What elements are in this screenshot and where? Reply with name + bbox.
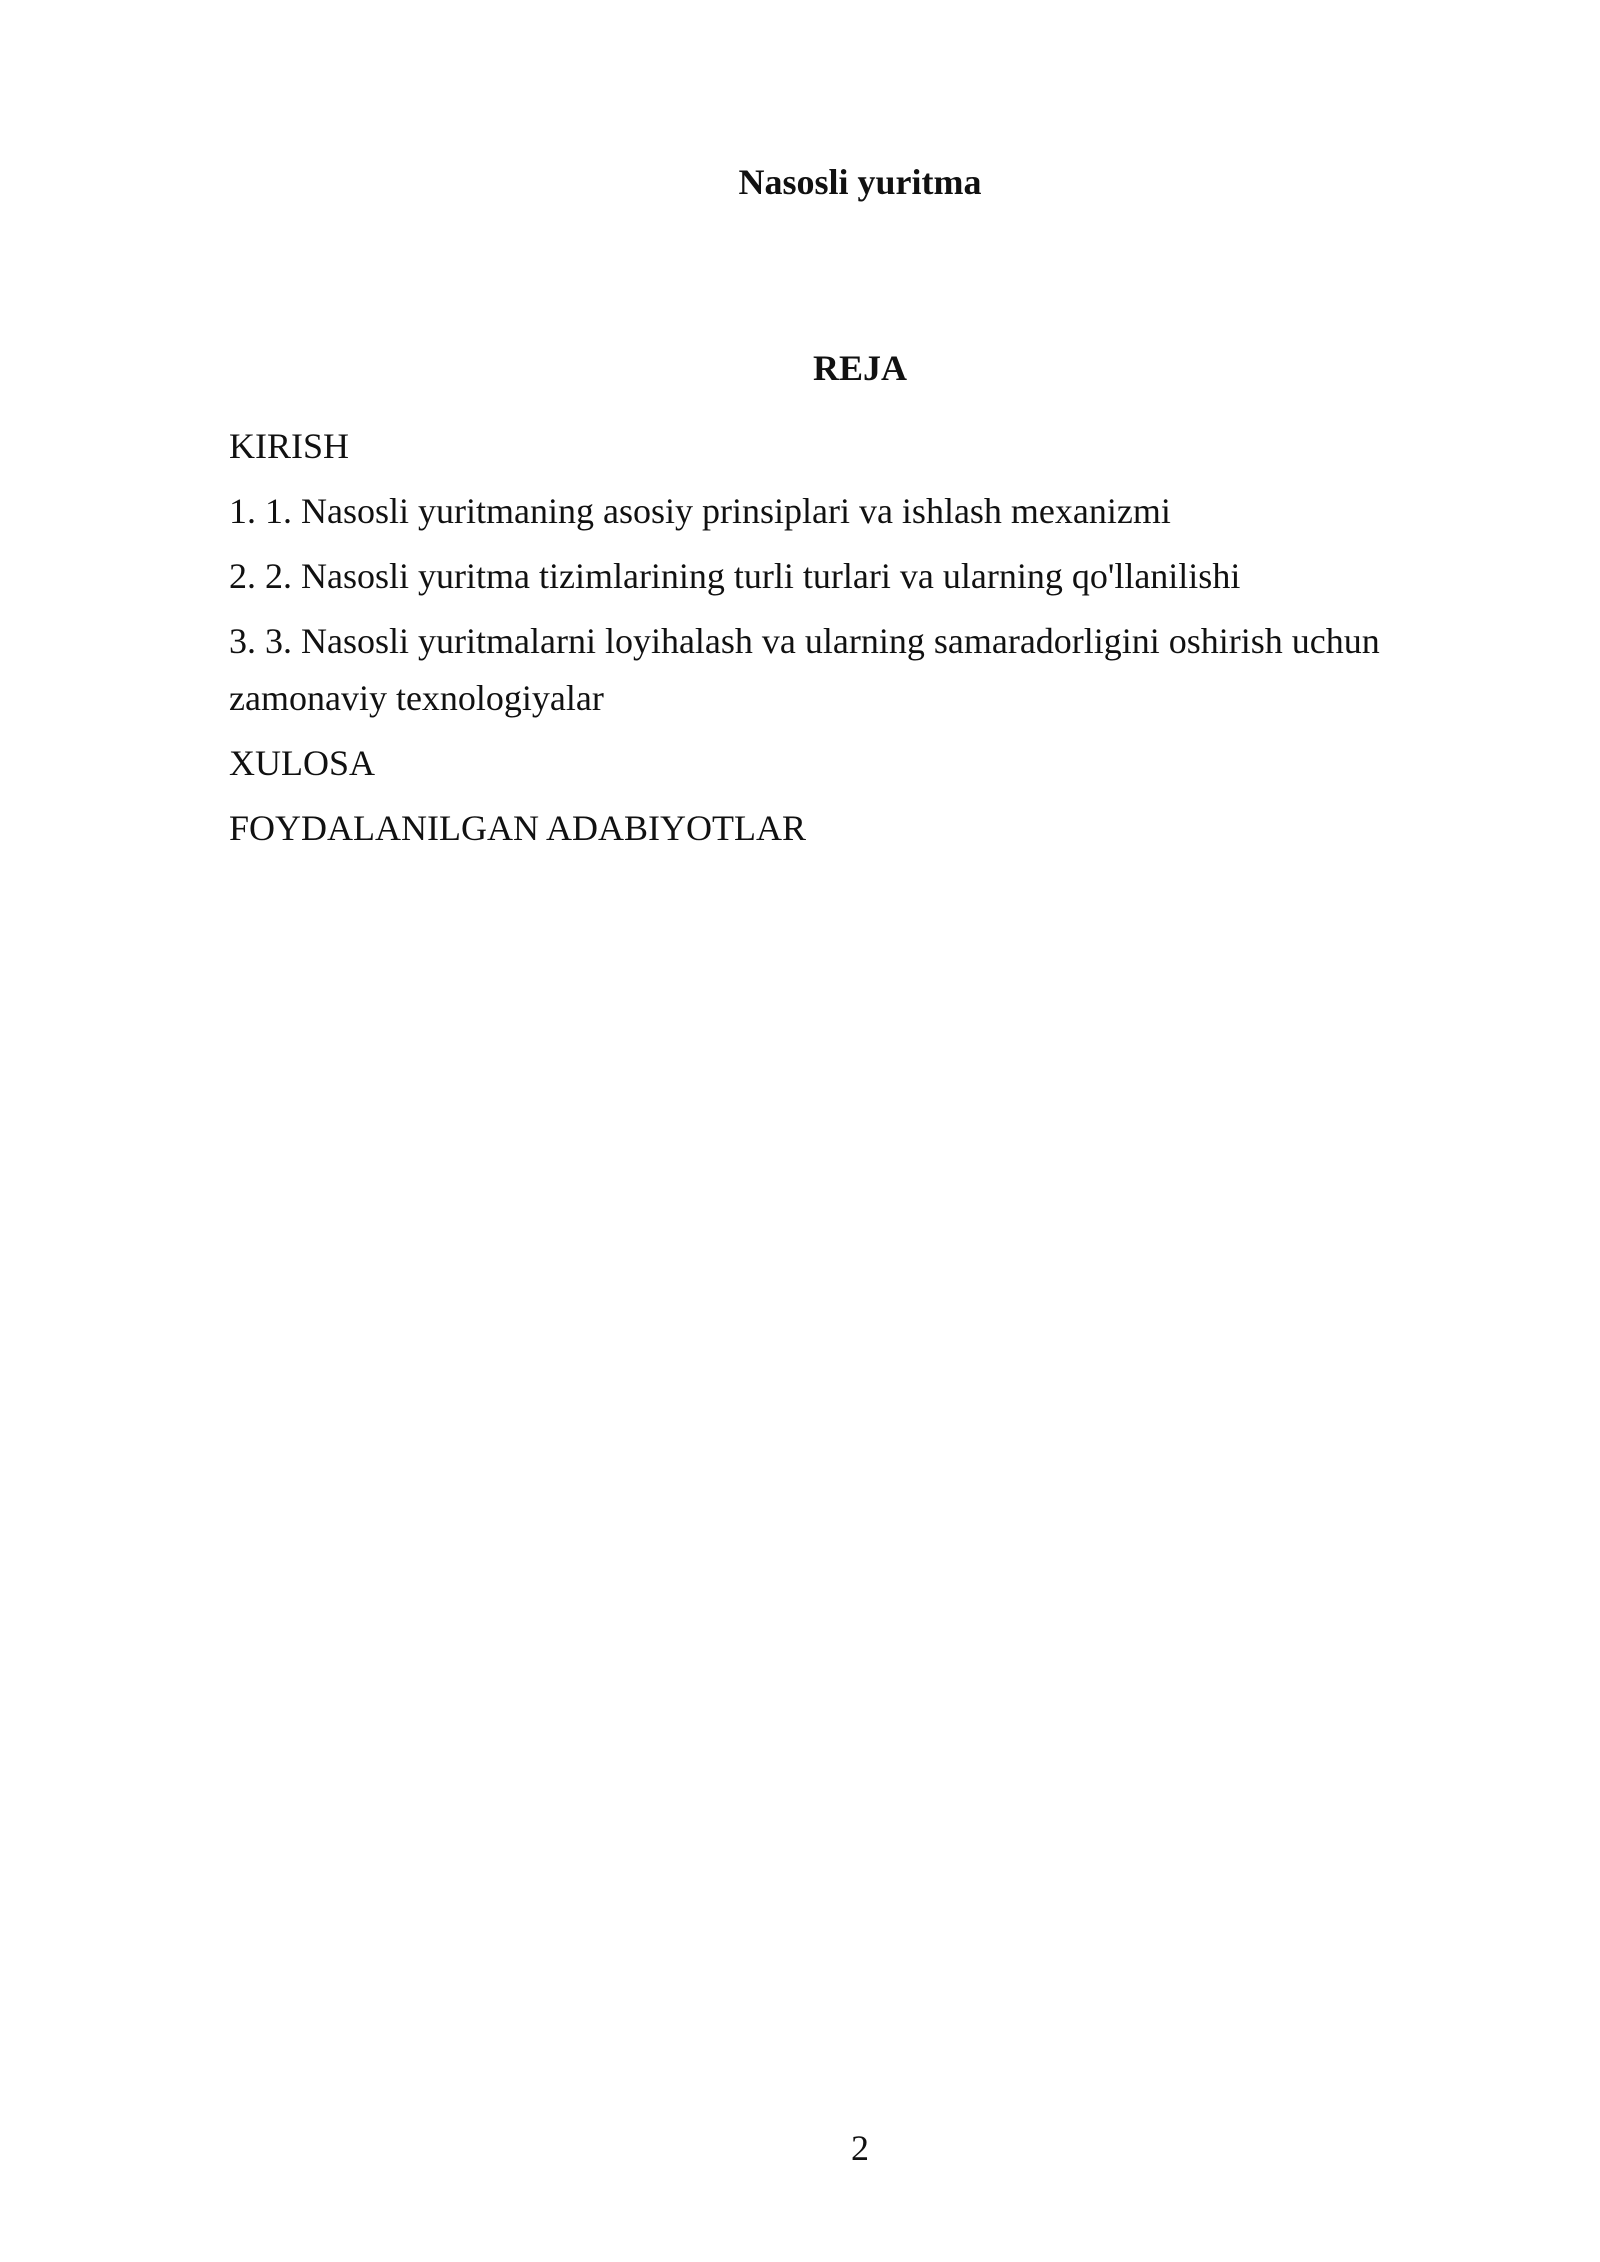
toc-item-references: FOYDALANILGAN ADABIYOTLAR bbox=[229, 808, 806, 848]
plan-heading: REJA bbox=[812, 348, 907, 388]
toc-item-chapter-1: 1. 1. Nasosli yuritmaning asosiy prinsiplari va ishlash mexanizmi bbox=[229, 491, 1171, 531]
toc-item-chapter-2: 2. 2. Nasosli yuritma tizimlarining turli turlari va ularning qo'llanilishi bbox=[229, 556, 1241, 596]
toc-item-chapter-3: 3. 3. Nasosli yuritmalarni loyihalash va ularning samaradorligini oshirish uchun zamonaviy texnologiyalar bbox=[229, 621, 1380, 718]
document-title: Nasosli yuritma bbox=[738, 162, 982, 202]
toc-item-conclusion: XULOSA bbox=[229, 743, 376, 783]
page-number: 2 bbox=[851, 2128, 869, 2168]
toc-item-introduction: KIRISH bbox=[229, 426, 350, 466]
table-of-contents bbox=[229, 418, 1459, 865]
